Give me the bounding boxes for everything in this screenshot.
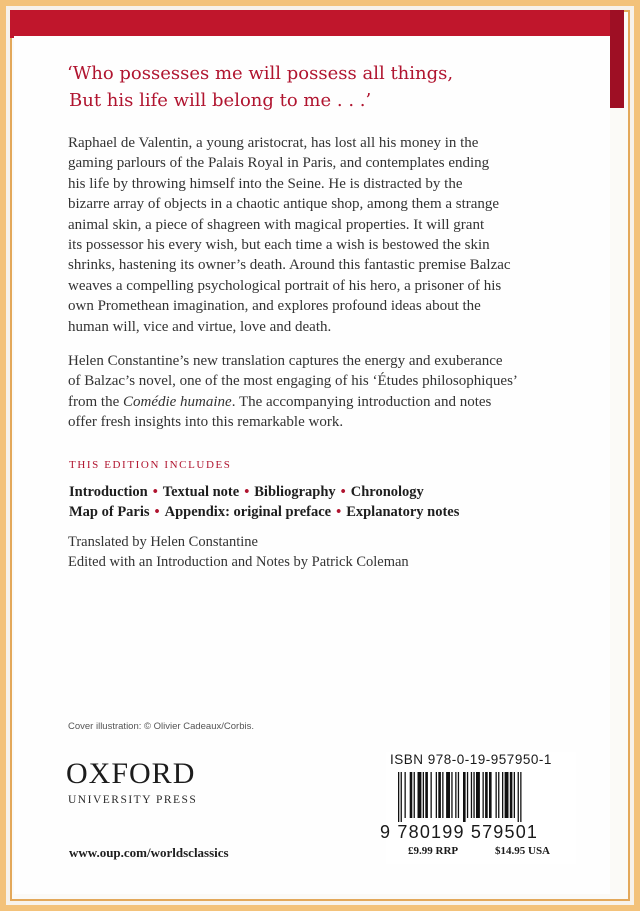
barcode-bar [483,772,484,818]
oxford-logo: OXFORD [66,757,196,790]
barcode-bar [518,772,519,822]
barcode-bar [442,772,443,818]
translation-text: . The accompanying introduction and notes [231,393,492,410]
barcode-bar [405,772,406,818]
barcode-bar [401,772,402,822]
barcode-bar [436,772,437,818]
synopsis-line: Raphael de Valentin, a young aristocrat, has lost all his money in the [68,135,479,151]
quote-line-2: But his life will belong to me . . .’ [69,90,372,111]
include-item: Introduction [69,484,148,500]
synopsis-line: bizarre array of objects in a chaotic antique shop, among them a strange [68,196,500,213]
barcode-bar [467,772,468,818]
barcode-bar [431,772,432,818]
include-item: Textual note [162,484,240,500]
barcode-bar [476,772,480,818]
translation-line: offer fresh insights into this remarkable work. [68,414,344,431]
barcode-bar [438,772,441,818]
synopsis-line: animal skin, a piece of shagreen with magical properties. It will grant [68,216,485,233]
barcode-bar [502,772,503,818]
edition-heading: THIS EDITION INCLUDES [69,459,232,471]
barcode-bar [425,772,428,818]
barcode-bar [473,772,474,818]
bullet-separator: • [244,484,250,500]
include-item: Explanatory notes [346,504,460,520]
synopsis-line: gaming parlours of the Palais Royal in Paris, and contemplates ending [68,155,490,172]
quote-line-1: ‘Who possesses me will possess all things, [67,63,454,84]
barcode-bar [489,772,492,818]
barcode-bar [410,772,413,818]
bullet-separator: • [336,504,342,520]
university-press-label: UNIVERSITY PRESS [68,794,198,806]
translator-credit: Translated by Helen Constantine [68,534,258,550]
includes-row-2 [69,502,599,522]
barcode-bar [498,772,499,818]
barcode-bar [418,772,422,818]
barcode-bar [414,772,415,818]
comedie-humaine-title: Comédie humaine [122,393,232,410]
cover-illustration-credit: Cover illustration: © Olivier Cadeaux/Corbis. [68,721,254,732]
red-spine-band [610,10,624,108]
edition-includes-list [69,482,599,522]
bullet-separator: • [154,504,160,520]
barcode-bar [446,772,450,818]
barcode-bar [471,772,472,818]
translation-line: Helen Constantine’s new translation captures the energy and exuberance [68,353,503,369]
publisher-url: www.oup.com/worldsclassics [69,845,229,860]
barcode-bar [510,772,513,818]
credits [68,532,409,572]
barcode-bar [455,772,456,818]
barcode-bars [398,772,558,822]
synopsis-paragraph [68,133,588,337]
barcode-bar [496,772,497,818]
synopsis-line: own Promethean imagination, and explores profound ideas about the [68,298,481,315]
barcode-bar [458,772,459,818]
translation-line: of Balzac’s novel, one of the most engaging of his ‘Études philosophiques’ [68,373,518,390]
synopsis-line: shrinks, hastening its owner’s death. Around this fantastic premise Balzac [68,257,511,274]
barcode-bar [520,772,521,822]
include-item: Bibliography [254,484,336,500]
editor-credit: Edited with an Introduction and Notes by Patrick Coleman [68,554,409,570]
translation-paragraph [68,351,588,433]
price-gbp: £9.99 RRP [408,845,459,857]
synopsis-line: human will, vice and virtue, love and death. [68,318,332,335]
epigraph-quote [67,60,587,114]
include-item: Appendix: original preface [164,504,332,520]
barcode-bar [463,772,466,822]
price-usd: $14.95 USA [495,845,551,857]
barcode-bar [485,772,488,818]
translation-line [68,392,588,412]
translation-text: from the [68,393,123,410]
bullet-separator: • [152,484,158,500]
red-top-band [10,10,624,38]
barcode-bar [451,772,452,818]
bullet-separator: • [340,484,346,500]
includes-row-1 [69,482,599,502]
include-item: Chronology [350,484,424,500]
isbn-label: ISBN 978-0-19-957950-1 [390,752,552,767]
synopsis-line: weaves a compelling psychological portrait of his hero, a prisoner of his [68,277,502,294]
barcode-bar [514,772,515,818]
barcode-bar [398,772,399,822]
synopsis-line: his life by throwing himself into the Seine. He is distracted by the [68,175,463,192]
barcode-bar [505,772,509,818]
barcode-digits: 9 780199 579501 [380,822,539,842]
barcode-bar [423,772,424,818]
include-item: Map of Paris [69,504,150,520]
synopsis-line: its possessor his every wish, but each time a wish is bestowed the skin [68,237,490,254]
